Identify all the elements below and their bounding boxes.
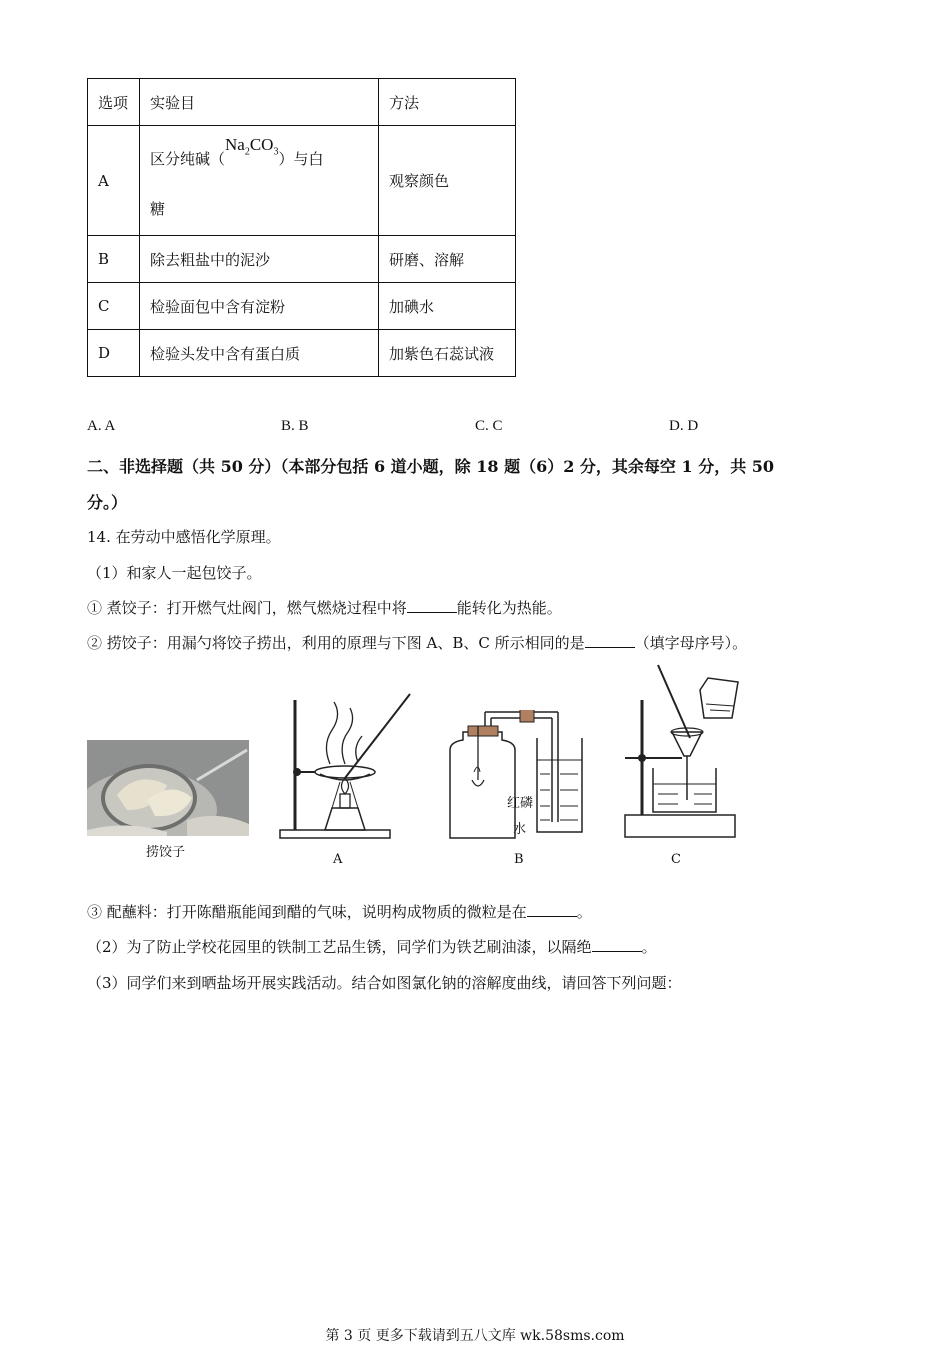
header-goal: 实验目: [140, 79, 379, 126]
label-water: 水: [513, 822, 527, 837]
question-14-part-2: （2）为了防止学校花园里的铁制工艺品生锈，同学们为铁艺刷油漆，以隔绝 。: [87, 938, 657, 956]
choice-b[interactable]: B. B: [281, 418, 309, 434]
question-14-part-3: （3）同学们来到晒盐场开展实践活动。结合如图氯化钠的溶解度曲线，请回答下列问题：: [87, 974, 682, 992]
evaporation-apparatus: [270, 690, 420, 850]
table-row: [88, 283, 516, 330]
row-a-goal-line2: 糖: [150, 200, 166, 219]
choice-a[interactable]: A. A: [87, 418, 116, 434]
section-heading-cont: 分。）: [87, 493, 128, 512]
dumpling-photo: [87, 740, 249, 836]
header-method: 方法: [379, 79, 516, 126]
row-b-goal: 除去粗盐中的泥沙: [140, 236, 379, 283]
sodium-carbonate-formula: $Na_2CO_3$: [225, 134, 279, 158]
question-14-part-1: （1）和家人一起包饺子。: [87, 564, 262, 582]
row-b-option: B: [88, 236, 140, 283]
photo-caption: 捞饺子: [146, 845, 186, 860]
filtration-apparatus: [620, 660, 750, 845]
question-14-title: 14. 在劳动中感悟化学原理。: [87, 528, 281, 546]
page-footer: 第 3 页 更多下载请到五八文库 wk.58sms.com: [325, 1328, 625, 1344]
row-c-goal: 检验面包中含有淀粉: [140, 283, 379, 330]
figure-c-label: C: [671, 852, 681, 867]
figure-b-label: B: [514, 852, 524, 867]
label-red-phosphorus: 红磷: [507, 796, 534, 811]
options-table: [87, 78, 516, 377]
table-row: [88, 126, 516, 236]
section-heading: 二、非选择题（共 50 分）（本部分包括 6 道小题，除 18 题（6）2 分，其余每空 1 分，共 50: [87, 457, 775, 476]
header-option: 选项: [88, 79, 140, 126]
choice-c[interactable]: C. C: [475, 418, 503, 434]
question-14-sub-3: ③ 配蘸料：打开陈醋瓶能闻到醋的气味，说明构成物质的微粒是在 。: [87, 903, 592, 921]
choice-d[interactable]: D. D: [669, 418, 699, 434]
row-d-method: 加紫色石蕊试液: [379, 330, 516, 377]
question-14-sub-2: ② 捞饺子：用漏勺将饺子捞出，利用的原理与下图 A、B、C 所示相同的是 （填字母序号）。: [87, 634, 748, 652]
answer-blank-3[interactable]: [527, 902, 577, 917]
answer-blank-1[interactable]: [407, 598, 457, 613]
table-row: [88, 236, 516, 283]
question-14-sub-1: ① 煮饺子：打开燃气灶阀门，燃气燃烧过程中将 能转化为热能。: [87, 599, 562, 617]
table-row: [88, 330, 516, 377]
dumpling-photo-illustration: [87, 740, 249, 836]
row-a-goal: 区分纯碱$(Na_2CO_3)$与白 糖: [140, 126, 379, 236]
row-c-option: C: [88, 283, 140, 330]
row-a-option: A: [88, 126, 140, 236]
row-d-goal: 检验头发中含有蛋白质: [140, 330, 379, 377]
row-c-method: 加碘水: [379, 283, 516, 330]
table-header-row: [88, 79, 516, 126]
row-d-option: D: [88, 330, 140, 377]
row-a-goal-text: 区分纯碱（: [150, 149, 226, 168]
row-b-method: 研磨、溶解: [379, 236, 516, 283]
answer-blank-4[interactable]: [592, 937, 642, 952]
row-a-method: 观察颜色: [379, 126, 516, 236]
figure-a-label: A: [333, 852, 343, 867]
answer-blank-2[interactable]: [585, 633, 635, 648]
